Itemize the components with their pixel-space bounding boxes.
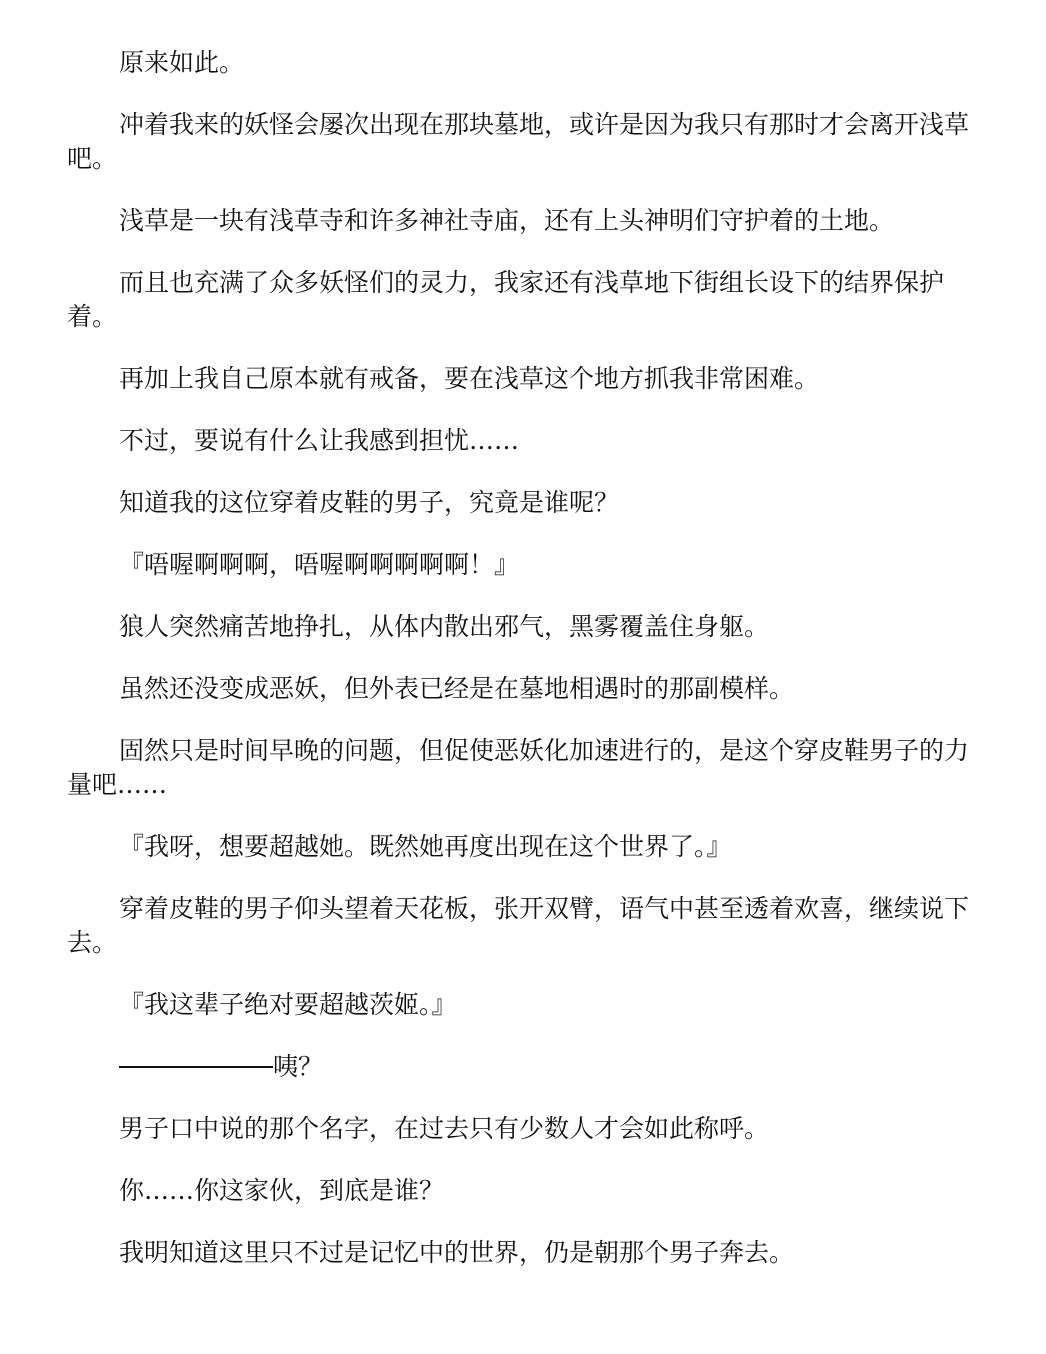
paragraph: 不过，要说有什么让我感到担忧……: [119, 426, 520, 455]
paragraph-with-dash: [67, 1050, 979, 1084]
paragraph: 固然只是时间早晚的问题，但促使恶妖化加速进行的，是这个穿皮鞋男子的力量吧……: [67, 736, 970, 799]
paragraph-text: 咦？: [273, 1052, 324, 1081]
paragraph: 而且也充满了众多妖怪们的灵力，我家还有浅草地下街组长设下的结界保护着。: [67, 268, 945, 331]
paragraph: 男子口中说的那个名字，在过去只有少数人才会如此称呼。: [119, 1114, 770, 1143]
em-dash-line: [119, 1066, 273, 1068]
paragraph: 虽然还没变成恶妖，但外表已经是在墓地相遇时的那副模样。: [119, 674, 795, 703]
paragraph: 『唔喔啊啊啊，唔喔啊啊啊啊啊！』: [119, 550, 520, 579]
paragraph: 浅草是一块有浅草寺和许多神社寺庙，还有上头神明们守护着的土地。: [119, 206, 895, 235]
paragraph: 『我这辈子绝对要超越茨姬。』: [119, 990, 457, 1019]
paragraph: 原来如此。: [119, 48, 245, 77]
paragraph: 穿着皮鞋的男子仰头望着天花板，张开双臂，语气中甚至透着欢喜，继续说下去。: [67, 894, 970, 957]
paragraph: 知道我的这位穿着皮鞋的男子，究竟是谁呢？: [119, 488, 620, 517]
paragraph: 我明知道这里只不过是记忆中的世界，仍是朝那个男子奔去。: [119, 1238, 795, 1267]
paragraph: 再加上我自己原本就有戒备，要在浅草这个地方抓我非常困难。: [119, 364, 820, 393]
paragraph: 你……你这家伙，到底是谁？: [119, 1176, 445, 1205]
paragraph: 狼人突然痛苦地挣扎，从体内散出邪气，黑雾覆盖住身躯。: [119, 612, 770, 641]
paragraph: 『我呀，想要超越她。既然她再度出现在这个世界了。』: [119, 832, 732, 861]
paragraph: 冲着我来的妖怪会屡次出现在那块墓地，或许是因为我只有那时才会离开浅草吧。: [67, 110, 970, 173]
body-text: [67, 46, 979, 1298]
